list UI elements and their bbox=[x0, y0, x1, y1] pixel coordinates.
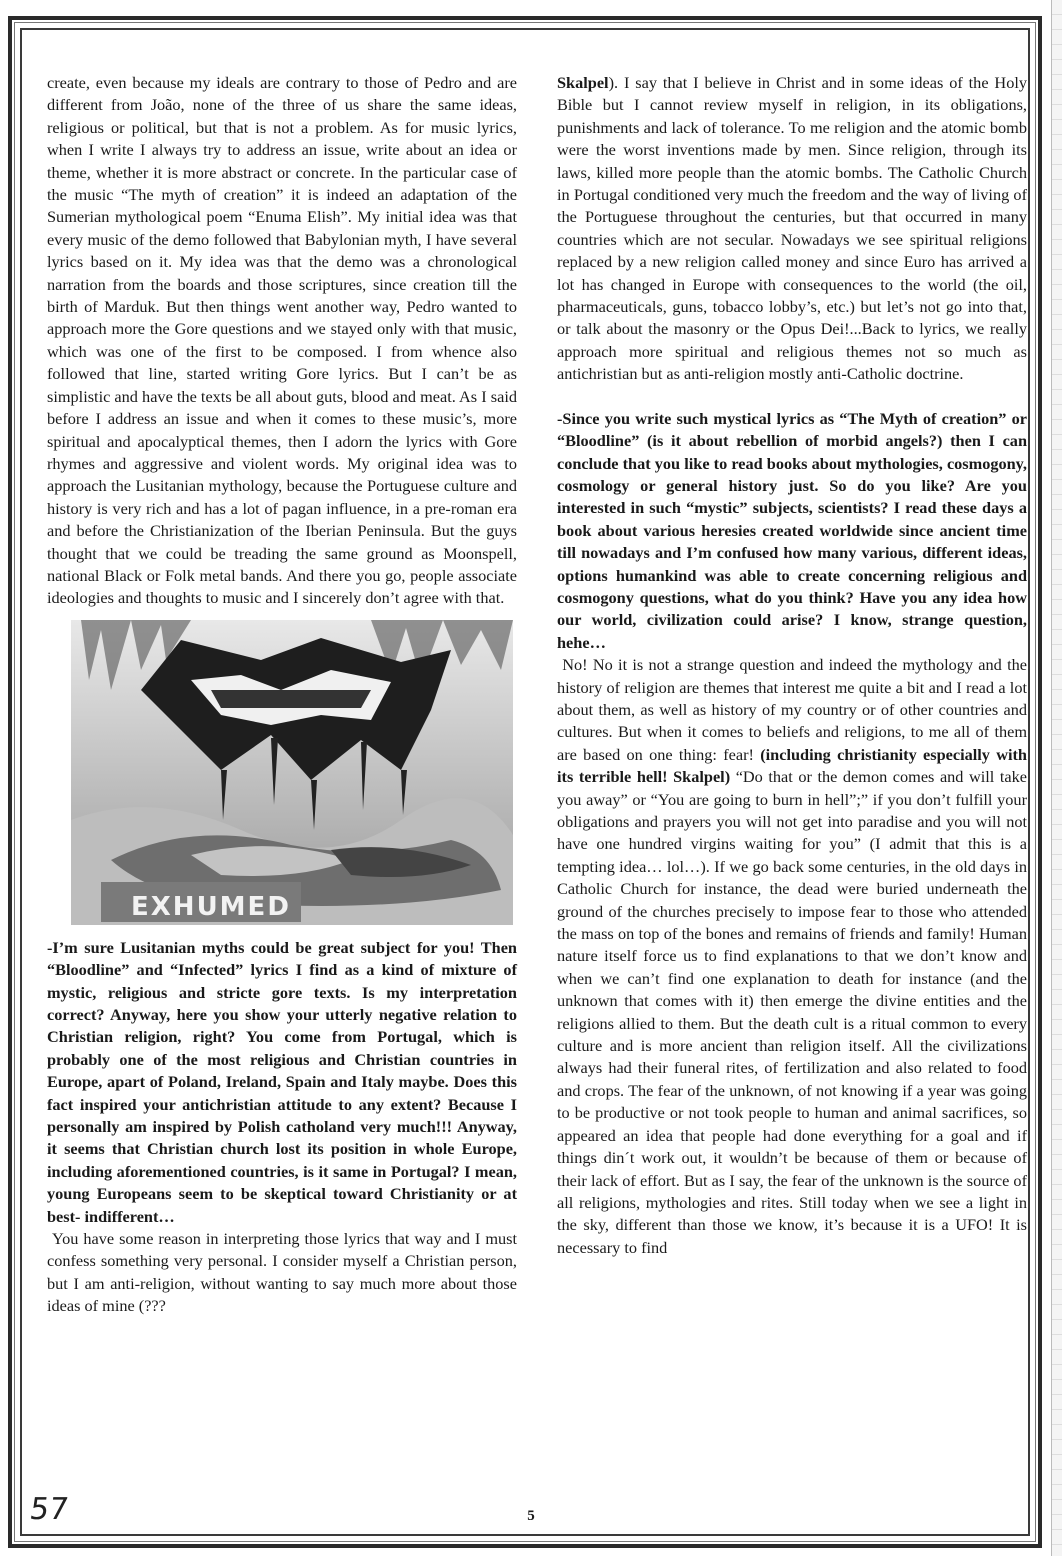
answer-text: No! No it is not a strange question and indeed the mythology and the history of religion are themes that interest me quite a bit and I read a lot about them, as well as history of my country or of other countries and cultures. But when it comes to beliefs and religions, to me all of them are based on one thing: fear! bbox=[557, 655, 1027, 764]
right-column bbox=[557, 72, 1027, 1259]
photo-logo-text: EXHUMED bbox=[131, 892, 291, 923]
interview-question: -I’m sure Lusitanian myths could be great subject for you! Then “Bloodline” and “Infected” lyrics I find as a kind of mixture of mystic, religious and stricte gore texts. Is my interpretation correct? Anyway, here you show your utterly negative relation to Christian religion, right? You come from Portugal, which is probably one of the most religious and Christian countries in Europe, apart of Poland, Ireland, Spain and Italy maybe. Does this fact inspired your antichristian attitude to any extent? Because I personally am inspired by Polish catholand very much!!! Anyway, it seems that Christian church lost its position in whole Europe, including aforementioned countries, is it same in Portugal? I mean, young Europeans seem to be skeptical toward Christianity or at best- indifferent… bbox=[47, 937, 517, 1226]
answer-text: ). I say that I believe in Christ and in some ideas of the Holy Bible but I cannot review myself in religion, in its obligations, punishments and lack of tolerance. To me religion and the atomic bomb were the worst inventions made by men. Since religion, through its laws, killed more people than the atomic bombs. The Catholic Church in Portugal conditioned very much the freedom and the way of living of the Portuguese throughout the centuries, but that occurred in many countries which are not secular. Nowadays we see spiritual religions replaced by a new religion called money and since Euro has arrived a lot has changed in Europe with consequences to the world (the oil, pharmaceuticals, guns, tobacco lobby’s, etc.) but let’s not go into that, or talk about the masonry or the Opus Dei!...Back to lyrics, we really approach more spiritual and religious themes not so much as antichristian but as anti-religion mostly anti-Catholic doctrine. bbox=[557, 73, 1027, 384]
bold-aside: (including christianity especially with its terrible hell! Skalpel) bbox=[557, 744, 1027, 787]
answer-paragraph bbox=[47, 1228, 517, 1318]
answer-text: “Do that or the demon comes and will take you away” or “You are going to burn in hell”;” if you don’t fulfill your obligations and prayers you will not get into paradise and you will not have one hundred virgins waiting for you” (I admit that this is a tempting idea… lol…). If we go back some centuries, in the old days in Catholic Church for instance, the dead were buried underneath the ground of the churches precisely to impose fear to those who attended the mass on top of the bones and remains of friends and family! Human nature itself force us to find explanations to that we don’t know and when we can’t find one explanation to death for instance (and the unknown that comes with it) then emerge the divine entities and the religions allied to them. But the death cult is a ritual common to every culture and is more ancient than religion itself. All the civilizations always had their funeral rites, of fertilization and also related to food and crops. The fear of the unknown, of not knowing if a year was going to be productive or not took people to human and animal sacrifices, so appeared an idea that people had done everything for a goal and if things din´t work out, it wouldn’t be because of them or because of their lack of effort. But as I say, the fear of the unknown is the source of all religions, mythologies and rites. Still today when we see a light in the sky, different than those we know, it’s because it is a UFO! It is necessary to find bbox=[557, 767, 1028, 1257]
band-photo bbox=[71, 620, 513, 925]
bold-aside: Skalpel bbox=[557, 73, 609, 92]
answer-text: You have some reason in interpreting those lyrics that way and I must confess something very personal. I consider myself a Christian person, but I am anti-religion, without wanting to say much more about those ideas of mine (??? bbox=[47, 1229, 517, 1316]
handwritten-folio: 57 bbox=[27, 1492, 71, 1527]
photo-art bbox=[71, 620, 513, 925]
answer-paragraph bbox=[557, 654, 1027, 1259]
page-number: 5 bbox=[527, 1508, 535, 1524]
answer-paragraph: create, even because my ideals are contrary to those of Pedro and are different from João, none of the three of us share the same ideas, religious or political, but that is not a problem. As for music lyrics, when I write I always try to address an issue, write about an idea or theme, whether it is more abstract or concrete. In the particular case of the music “The myth of creation” it is indeed an adaptation of the Sumerian mythological poem “Enuma Elish”. My initial idea was that every music of the demo followed that Babylonian myth, I have several lyrics based on it. My idea was that the demo was a chronological narration from the boards and those scriptures, since creation till the birth of Marduk. But then things went another way, Pedro wanted to approach more the Gore questions and we stayed only with that music, which was one of the first to be composed. I from whence also followed that line, started writing Gore lyrics. But I can’t be as simplistic and have the texts be all about guts, blood and meat. As I said before I address an issue and when it comes to these music’s, more spiritual and apocalyptical themes, then I adorn the lyrics with Gore rhymes and aggressive and violent words. My original idea was to approach the Lusitanian mythology, because the Portuguese culture and history is very rich and has a lot of pagan influence, in a pre-roman era and before the Christianization of the Iberian Peninsula. But the guys thought that we could be treading the same ground as Moonspell, national Black or Folk metal bands. And there you go, people associate ideologies and thoughts to music and I sincerely don’t agree with that. bbox=[47, 73, 517, 608]
left-column bbox=[47, 72, 517, 1318]
answer-paragraph bbox=[557, 72, 1027, 386]
paper-edge bbox=[1051, 0, 1062, 1556]
interview-question: -Since you write such mystical lyrics as “The Myth of creation” or “Bloodline” (is it about rebellion of morbid angels?) then I can conclude that you like to read books about mythologies, cosmogony, cosmology or general history just. So do you like? Are you interested in such “mystic” subjects, scientists? I read these days a book about various heresies created worldwide since ancient time till nowadays and I’m confused how many various, different ideas, options humankind was able to create concerning religious and cosmogony questions, what do you think? Have you any idea how our world, civilization could arise? I know, strange question, hehe… bbox=[557, 408, 1027, 652]
